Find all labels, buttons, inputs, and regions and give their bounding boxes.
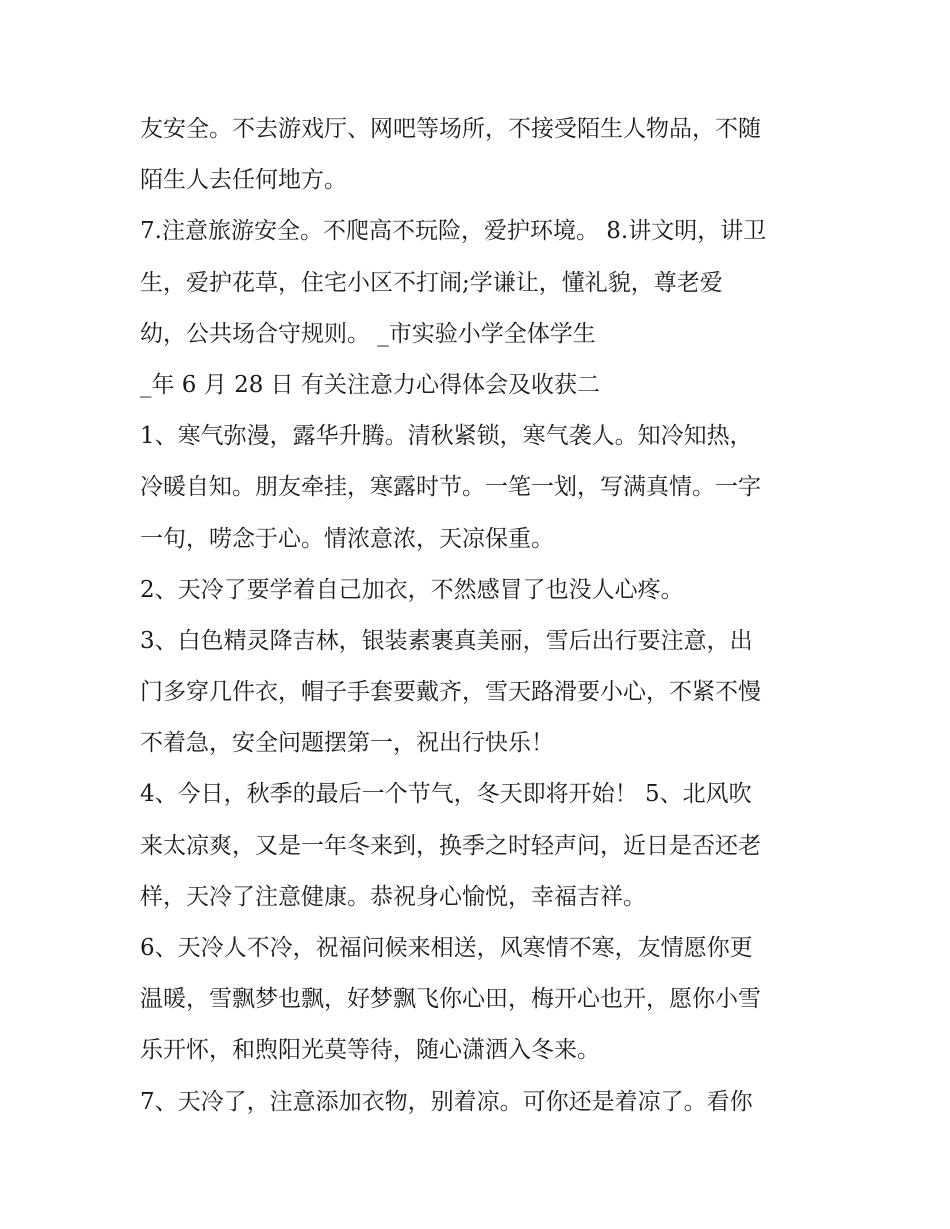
- text-line: 1、寒气弥漫，露华升腾。清秋紧锁，寒气袭人。知冷知热，: [140, 423, 753, 450]
- text-line: 温暖，雪飘梦也飘，好梦飘飞你心田，梅开心也开，愿你小雪: [140, 986, 761, 1013]
- text-line: 一句，唠念于心。情浓意浓，天凉保重。: [140, 525, 554, 552]
- text-line: 来太凉爽，又是一年冬来到，换季之时轻声问，近日是否还老: [140, 832, 761, 859]
- text-line: 友安全。不去游戏厅、网吧等场所，不接受陌生人物品，不随: [140, 116, 761, 142]
- text-line: 3、白色精灵降吉林，银装素裹真美丽，雪后出行要注意，出: [140, 627, 753, 654]
- text-line: 6、天冷人不冷，祝福问候来相送，风寒情不寒，友情愿你更: [140, 935, 753, 961]
- text-line: 乐开怀，和煦阳光莫等待，随心潇洒入冬来。: [140, 1037, 600, 1064]
- text-line: 陌生人去任何地方。: [140, 167, 347, 194]
- text-line: 冷暖自知。朋友牵挂，寒露时节。一笔一划，写满真情。一字: [140, 474, 761, 501]
- text-line: 7、天冷了，注意添加衣物，别着凉。可你还是着凉了。看你: [140, 1088, 753, 1115]
- text-line: 2、天冷了要学着自己加衣，不然感冒了也没人心疼。: [140, 576, 684, 603]
- text-line: 不着急，安全问题摆第一，祝出行快乐！: [140, 730, 554, 757]
- text-line: 门多穿几件衣，帽子手套要戴齐，雪天路滑要小心，不紧不慢: [140, 679, 761, 706]
- text-line: 4、今日，秋季的最后一个节气，冬天即将开始！ 5、北风吹: [140, 781, 752, 808]
- text-line: 生，爱护花草，住宅小区不打闹;学谦让，懂礼貌，尊老爱: [140, 269, 723, 296]
- text-line: 幼，公共场合守规则。 _市实验小学全体学生: [140, 320, 596, 347]
- text-line: 样，天冷了注意健康。恭祝身心愉悦，幸福吉祥。: [140, 883, 646, 910]
- body-text: [140, 104, 820, 1128]
- text-line: 7.注意旅游安全。不爬高不玩险，爱护环境。 8.讲文明，讲卫: [140, 218, 767, 245]
- text-line: _年 6 月 28 日 有关注意力心得体会及收获二: [140, 371, 600, 398]
